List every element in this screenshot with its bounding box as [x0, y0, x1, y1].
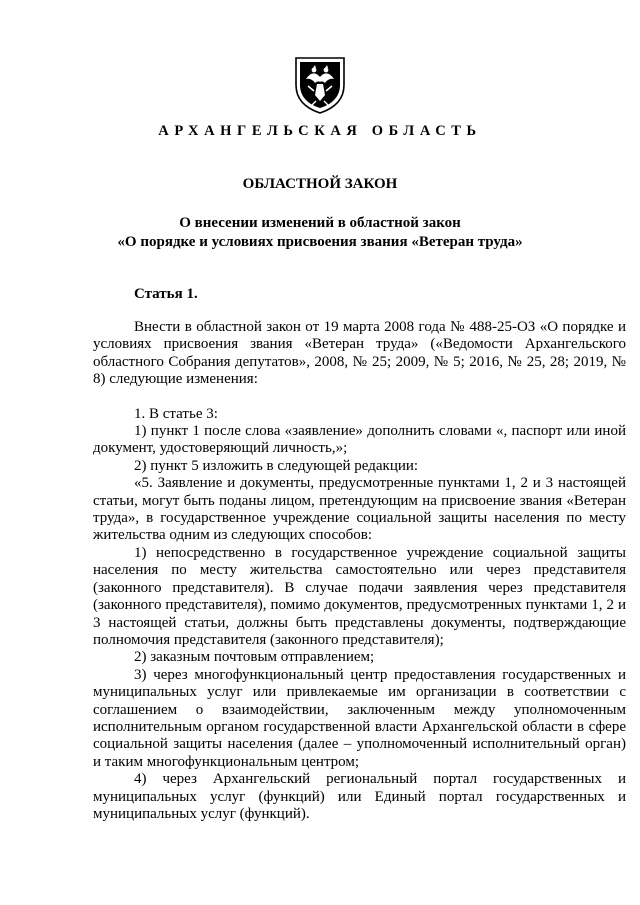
coat-of-arms-icon [292, 55, 348, 115]
article-paragraph: 1) непосредственно в государственное учреждение социальной защиты населения по месту жительства самостоятельно или через представителя (законного представителя). В случае подачи заявления через представителя (законного представителя), помимо документов, предусмотренных пунктами 1, 2 и 3 настоящей статьи, должны быть представлены документы, подтверждающие полномочия представителя (законного представителя); [93, 544, 626, 648]
article-paragraph: «5. Заявление и документы, предусмотренные пунктами 1, 2 и 3 настоящей статьи, могут быть поданы лицом, претендующим на присвоение звания «Ветеран труда», в государственное учреждение социальной защиты населения по месту жительства одним из следующих способов: [93, 475, 626, 544]
law-type: ОБЛАСТНОЙ ЗАКОН [242, 176, 398, 192]
law-title [0, 214, 640, 252]
article-paragraph: 2) заказным почтовым отправлением; [134, 649, 375, 666]
law-title-line-2: «О порядке и условиях присвоения звания «Ветеран труда» [117, 234, 523, 250]
article-heading: Статья 1. [134, 286, 198, 302]
article-paragraph: 2) пункт 5 изложить в следующей редакции: [134, 457, 419, 474]
article-paragraph: 3) через многофункциональный центр предоставления государственных и муниципальных услуг или привлекаемые им организации в соответствии с соглашением о взаимодействии, заключенным между уполномоченным исполнительным органом государственной власти Архангельской области в сфере социальной защиты населения (далее – уполномоченный исполнительный орган) и таким многофункциональным центром; [93, 666, 626, 770]
law-title-line-1: О внесении изменений в областной закон [179, 215, 461, 231]
article-paragraph: Внести в областной закон от 19 марта 2008 года № 488-25-ОЗ «О порядке и условиях присвоения звания «Ветеран труда» («Ведомости Архангельского областного Собрания депутатов», 2008, № 25; 2009, № 5; 2016, № 25, 28; 2019, № 8) следующие изменения: [93, 319, 626, 388]
article-body [93, 319, 626, 823]
article-paragraph: 4) через Архангельский региональный портал государственных и муниципальных услуг (функций) или Единый портал государственных и муниципальных услуг (функций). [93, 771, 626, 822]
region-name: АРХАНГЕЛЬСКАЯ ОБЛАСТЬ [158, 123, 482, 139]
article-paragraph: 1. В статье 3: [134, 405, 218, 422]
article-paragraph: 1) пункт 1 после слова «заявление» дополнить словами «, паспорт или иной документ, удостоверяющий личность,»; [93, 423, 626, 457]
